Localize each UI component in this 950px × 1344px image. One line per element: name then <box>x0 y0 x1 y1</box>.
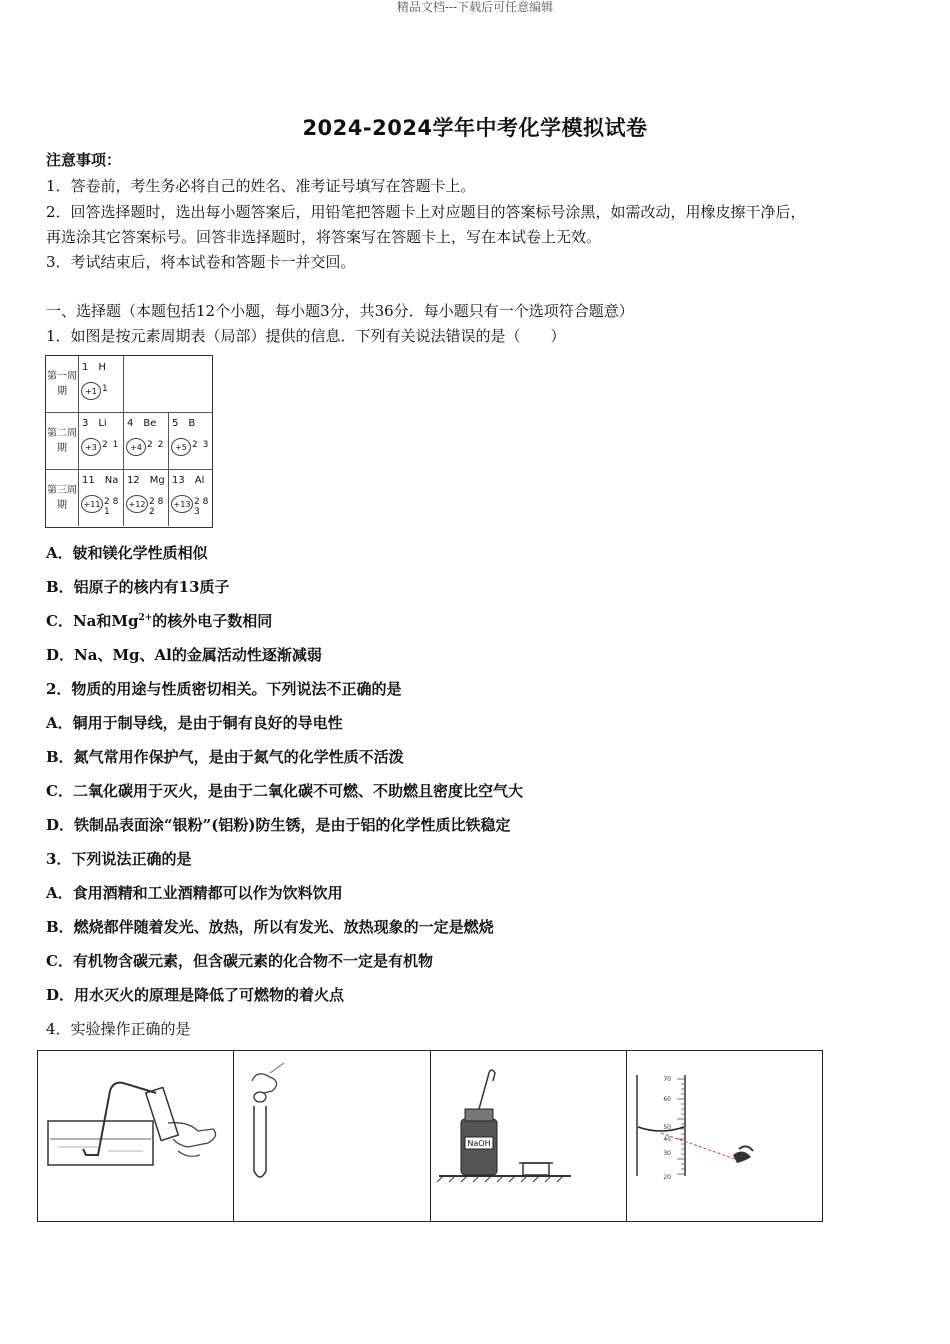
figure-weighing-naoh <box>431 1051 627 1221</box>
element-symbol: 13 Al <box>172 475 205 486</box>
ion-charge: 2+ <box>138 613 153 623</box>
element-symbol: 11 Na <box>82 475 119 486</box>
figure-adding-solid-to-tube <box>234 1051 430 1221</box>
element-symbol: 5 B <box>172 418 196 429</box>
element-symbol: 3 Li <box>82 418 107 429</box>
nucleus-charge: +4 <box>126 438 146 456</box>
period-label: 第一周期 <box>46 356 79 412</box>
electron-shells: 2 8 1 <box>104 497 119 517</box>
nucleus-charge: +11 <box>81 495 103 513</box>
element-cell-mg <box>123 469 169 526</box>
section-heading: 一、选择题（本题包括12个小题，每小题3分，共36分．每小题只有一个选项符合题意） <box>46 302 634 320</box>
element-cell-h <box>78 356 124 412</box>
q4-figure-row <box>37 1050 823 1222</box>
page-title: 2024-2024学年中考化学模拟试卷 <box>302 116 648 140</box>
cylinder-tick-label: 50 <box>663 1124 671 1131</box>
q1-option-b: B．铝原子的核内有13质子 <box>46 578 230 596</box>
electron-shells: 2 1 <box>102 440 120 450</box>
element-symbol: 4 Be <box>127 418 157 429</box>
notice-item-3: 3．考试结束后，将本试卷和答题卡一并交回。 <box>46 253 356 271</box>
figure-gas-tightness-check <box>38 1051 234 1221</box>
cylinder-tick-label: 30 <box>663 1150 671 1157</box>
q4-stem: 4．实验操作正确的是 <box>46 1020 191 1038</box>
q1-stem: 1．如图是按元素周期表（局部）提供的信息．下列有关说法错误的是（ ） <box>46 327 566 345</box>
q2-option-b: B．氮气常用作保护气，是由于氮气的化学性质不活泼 <box>46 748 404 766</box>
element-cell-b <box>168 412 213 469</box>
check-airtightness-illustration <box>38 1051 233 1221</box>
q2-option-c: C．二氧化碳用于灭火，是由于二氧化碳不可燃、不助燃且密度比空气大 <box>46 782 523 800</box>
element-cell-na <box>78 469 124 526</box>
notice-item-1: 1．答卷前，考生务必将自己的姓名、准考证号填写在答题卡上。 <box>46 177 476 195</box>
element-symbol: 1 H <box>82 362 106 373</box>
cylinder-tick-label: 40 <box>663 1136 671 1143</box>
q3-option-a: A．食用酒精和工业酒精都可以作为饮料饮用 <box>46 884 343 902</box>
header-note: 精品文档---下载后可任意编辑 <box>396 0 554 14</box>
graduated-cylinder-illustration <box>627 1051 822 1221</box>
electron-shells: 2 8 3 <box>194 497 209 517</box>
electron-shells: 2 8 2 <box>149 497 164 517</box>
nucleus-charge: +1 <box>81 382 101 400</box>
electron-shells: 1 <box>102 384 109 394</box>
q1-option-c <box>46 611 272 631</box>
nucleus-charge: +13 <box>171 495 193 513</box>
q2-option-a: A．铜用于制导线，是由于铜有良好的导电性 <box>46 714 343 732</box>
notice-item-2-cont: 再选涂其它答案标号。回答非选择题时，将答案写在答题卡上，写在本试卷上无效。 <box>46 228 602 246</box>
period-label: 第三周期 <box>46 469 79 526</box>
q3-option-b: B．燃烧都伴随着发光、放热，所以有发光、放热现象的一定是燃烧 <box>46 918 494 936</box>
q3-option-d: D．用水灭火的原理是降低了可燃物的着火点 <box>46 986 345 1004</box>
element-cell-li <box>78 412 124 469</box>
bottle-label: NaOH <box>466 1139 491 1148</box>
nucleus-charge: +12 <box>126 495 148 513</box>
element-cell-al <box>168 469 213 526</box>
cylinder-tick-label: 70 <box>663 1076 671 1083</box>
electron-shells: 2 3 <box>192 440 210 450</box>
cylinder-tick-label: 20 <box>663 1174 671 1181</box>
test-tube-illustration <box>234 1051 429 1221</box>
element-cell-be <box>123 412 169 469</box>
q2-stem: 2．物质的用途与性质密切相关。下列说法不正确的是 <box>46 680 402 698</box>
q2-option-d: D．铁制品表面涂“银粉”(铝粉)防生锈，是由于铝的化学性质比铁稳定 <box>46 816 511 834</box>
naoh-bottle-illustration <box>431 1051 626 1221</box>
q3-stem: 3．下列说法正确的是 <box>46 850 192 868</box>
element-symbol: 12 Mg <box>127 475 165 486</box>
period-3-row <box>46 469 212 526</box>
period-2-row <box>46 412 212 470</box>
figure-reading-cylinder <box>627 1051 822 1221</box>
period-label: 第二周期 <box>46 412 79 469</box>
q1-option-a: A．铍和镁化学性质相似 <box>46 544 208 562</box>
electron-shells: 2 2 <box>147 440 165 450</box>
periodic-table-figure <box>45 355 213 528</box>
nucleus-charge: +3 <box>81 438 101 456</box>
nucleus-charge: +5 <box>171 438 191 456</box>
notice-item-2: 2．回答选择题时，选出每小题答案后，用铅笔把答题卡上对应题目的答案标号涂黑，如需改动，用橡皮擦干净后， <box>46 203 806 221</box>
period-1-row <box>46 356 212 413</box>
q3-option-c: C．有机物含碳元素，但含碳元素的化合物不一定是有机物 <box>46 952 433 970</box>
cylinder-tick-label: 60 <box>663 1096 671 1103</box>
option-text: 的核外电子数相同 <box>152 612 273 630</box>
notice-heading: 注意事项： <box>46 151 122 169</box>
option-text: C．Na和Mg <box>46 612 139 630</box>
q1-option-d: D．Na、Mg、Al的金属活动性逐渐减弱 <box>46 646 322 664</box>
